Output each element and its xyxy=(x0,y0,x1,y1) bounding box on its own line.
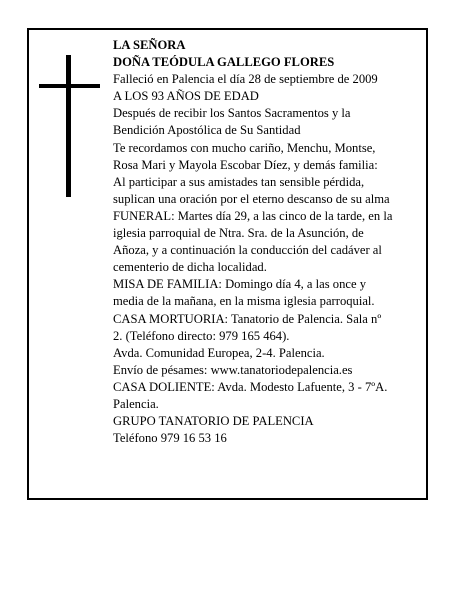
sacraments-line-1: Después de recibir los Santos Sacramentos y la xyxy=(113,106,351,121)
condolences-line: Envío de pésames: www.tanatoriodepalencia.es xyxy=(113,362,353,377)
mortuary-address: Avda. Comunidad Europea, 2-4. Palencia. xyxy=(113,345,325,360)
sacraments-line-2: Bendición Apostólica de Su Santidad xyxy=(113,123,301,138)
family-line-1: Te recordamos con mucho cariño, Menchu, Montse, xyxy=(113,140,376,155)
mortuary-line-2: 2. (Teléfono directo: 979 165 464). xyxy=(113,328,290,343)
funeral-line-2: iglesia parroquial de Ntra. Sra. de la Asunción, de xyxy=(113,226,364,241)
funeral-line-3: Añoza, y a continuación la conducción del cadáver al xyxy=(113,243,382,258)
deceased-name: DOÑA TEÓDULA GALLEGO FLORES xyxy=(113,55,335,70)
cross-vertical-bar xyxy=(66,55,71,197)
family-mass-line-1: MISA DE FAMILIA: Domingo día 4, a las once y xyxy=(113,277,367,292)
bereaved-home-line-2: Palencia. xyxy=(113,396,159,411)
bereaved-home-line-1: CASA DOLIENTE: Avda. Modesto Lafuente, 3 - 7ºA. xyxy=(113,379,388,394)
cross-horizontal-bar xyxy=(39,84,100,88)
funeral-home-name: GRUPO TANATORIO DE PALENCIA xyxy=(113,414,314,429)
age-line: A LOS 93 AÑOS DE EDAD xyxy=(113,89,259,104)
request-line-1: Al participar a sus amistades tan sensible pérdida, xyxy=(113,174,365,189)
funeral-line-1: FUNERAL: Martes día 29, a las cinco de la tarde, en la xyxy=(113,208,393,223)
funeral-home-phone: Teléfono 979 16 53 16 xyxy=(113,431,227,446)
family-line-2: Rosa Mari y Mayola Escobar Díez, y demás familia: xyxy=(113,157,378,172)
mortuary-line-1: CASA MORTUORIA: Tanatorio de Palencia. Sala nº xyxy=(113,311,382,326)
request-line-2: suplican una oración por el eterno descanso de su alma xyxy=(113,191,390,206)
obituary-text xyxy=(113,37,423,447)
death-date-line: Falleció en Palencia el día 28 de septiembre de 2009 xyxy=(113,72,378,87)
honorific-line: LA SEÑORA xyxy=(113,38,186,52)
funeral-line-4: cementerio de dicha localidad. xyxy=(113,260,267,275)
family-mass-line-2: media de la mañana, en la misma iglesia parroquial. xyxy=(113,294,375,309)
